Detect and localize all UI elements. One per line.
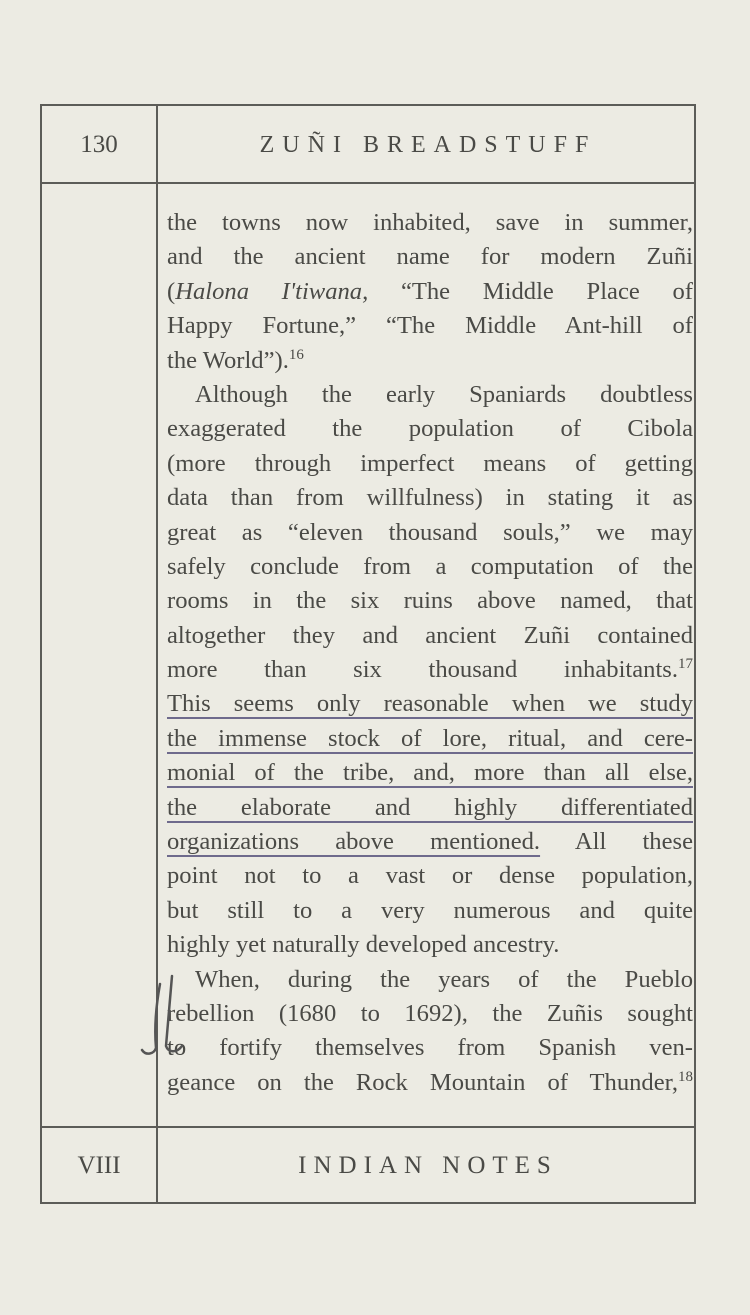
text-line: Happy Fortune,” “The Middle Ant-hill of <box>167 312 693 340</box>
text-line: the World”).$^{16}$ <box>167 346 304 374</box>
page-frame <box>40 104 696 1204</box>
text-line: (more through imperfect means of getting <box>167 449 693 477</box>
text-line: the towns now inhabited, save in summer, <box>167 209 693 236</box>
text-line: more than six thousand inhabitants.$^{17}$ <box>167 655 693 684</box>
text-line <box>167 722 693 756</box>
text-line: data than from willfulness) in stating it as <box>167 484 693 512</box>
footnote-ref: 16 <box>288 346 304 363</box>
underlined-passage: organizations above mentioned. <box>167 828 541 856</box>
text-line: highly yet naturally developed ancestry. <box>167 931 560 959</box>
text-line: Although the early Spaniards doubtless <box>195 380 693 408</box>
underlined-passage: monial of the tribe, and, more than all else, <box>167 759 693 787</box>
text-line: rooms in the six ruins above named, that <box>167 587 693 615</box>
text-line <box>167 791 693 825</box>
text-line: geance on the Rock Mountain of Thunder,$^{18}$ <box>167 1068 693 1096</box>
text-line: altogether they and ancient Zuñi contained <box>167 621 693 649</box>
underlined-passage: the elaborate and highly differentiated <box>167 793 693 821</box>
section-mark: VIII <box>77 1152 121 1179</box>
text-line <box>167 756 693 790</box>
text-line: When, during the years of the Pueblo <box>195 965 693 993</box>
pencil-annotation-icon <box>132 966 202 1066</box>
text-line: but still to a very numerous and quite <box>167 896 693 924</box>
text-line: exaggerated the population of Cibola <box>167 415 693 443</box>
body-text <box>167 206 693 1100</box>
footer-series-title: INDIAN NOTES <box>298 1152 558 1179</box>
underlined-passage: This seems only reasonable when we study <box>167 690 693 718</box>
text-line: safely conclude from a computation of the <box>167 552 693 580</box>
text-line: point not to a vast or dense population, <box>167 862 693 890</box>
footnote-ref: 18 <box>678 1068 693 1085</box>
text-line: great as “eleven thousand souls,” we may <box>167 518 693 546</box>
running-title: ZUÑI BREADSTUFF <box>259 131 597 158</box>
text-line: (Halona I'tiwana, “The Middle Place of <box>167 277 693 305</box>
text-line: organizations above mentioned. All these <box>167 828 693 856</box>
text-line: to fortify themselves from Spanish ven- <box>167 1034 693 1062</box>
text-line <box>167 687 693 721</box>
underlined-passage: the immense stock of lore, ritual, and cere- <box>167 724 693 752</box>
footnote-ref: 17 <box>678 655 693 672</box>
italic-name: Halona I'tiwana, <box>175 277 369 305</box>
text-line: rebellion (1680 to 1692), the Zuñis sought <box>167 999 693 1027</box>
page-number: 130 <box>80 131 118 158</box>
text-line: and the ancient name for modern Zuñi <box>167 243 693 271</box>
